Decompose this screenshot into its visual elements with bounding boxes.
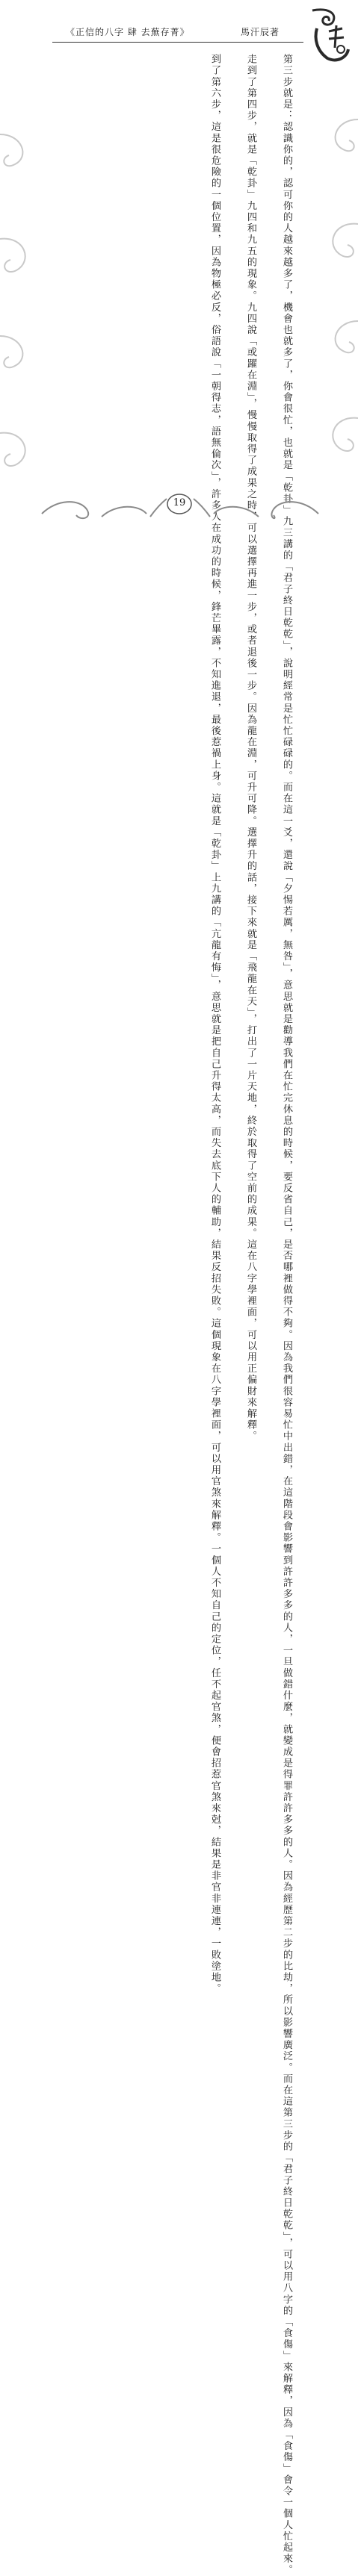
corner-ornament-icon [306,6,353,64]
body-text [206,54,295,2576]
paragraph-3: 到了第六步，這是很危險的一個位置，因為物極必反，俗語說「一朝得志，語無倫次」，許多人在成功的時候，鋒芒畢露，不知進退，最後惹禍上身。這就是「乾卦」上九講的「亢龍有悔」，意思就是把自己升得太高，而失去底下人的輔助，結果反招失敗。這個現象在八字學裡面，可以用官煞來解釋。一個人不知自己的定位，任不起官煞，便會招惹官煞來尅，結果是非官非連連，一敗塗地。 [209,54,220,1995]
paragraph-1: 第三步就是：認識你的，認可你的人越來越多了，機會也就多了，你會很忙，也就是「乾卦」九三講的「君子終日乾乾」，說明經常是忙忙碌碌的。而在這一爻，還說「夕惕若厲，無咎」，意思就是勸導我們在忙完休息的時候，要反省自己，是否哪裡做得不夠。因為我們很容易忙中出錯，在這階段會影響到許許多多的人，一旦做錯什麼，就變成是得罪許許多多的人。因為經歷第二步的比劫，所以影響廣泛。而在這第三步的「君子終日乾乾」，可以用八字的「食傷」來解釋，因為「食傷」會令一個人忙起來。 [281,54,292,2576]
right-swirl-icon [313,90,358,478]
left-swirl-icon [0,90,45,478]
header-rule [52,42,303,43]
page-number: 19 [173,497,186,508]
paragraph-2: 走到了第四步，就是「乾卦」九四和九五的現象。九四說「或躍在淵」，慢慢取得了成果之時，可以選擇再進一步，或者退後一步。因為龍在淵，可升可降。選擇升的話，接下來就是「飛龍在天」，打出了一片天地，終於取得了空前的成果。這在八字學裡面，可以用正偏財來解釋。 [245,54,256,1443]
header-author: 馬汗辰著 [241,27,280,37]
header-title: 《正信的八字 肆 去蕪存菁》 [66,27,190,37]
